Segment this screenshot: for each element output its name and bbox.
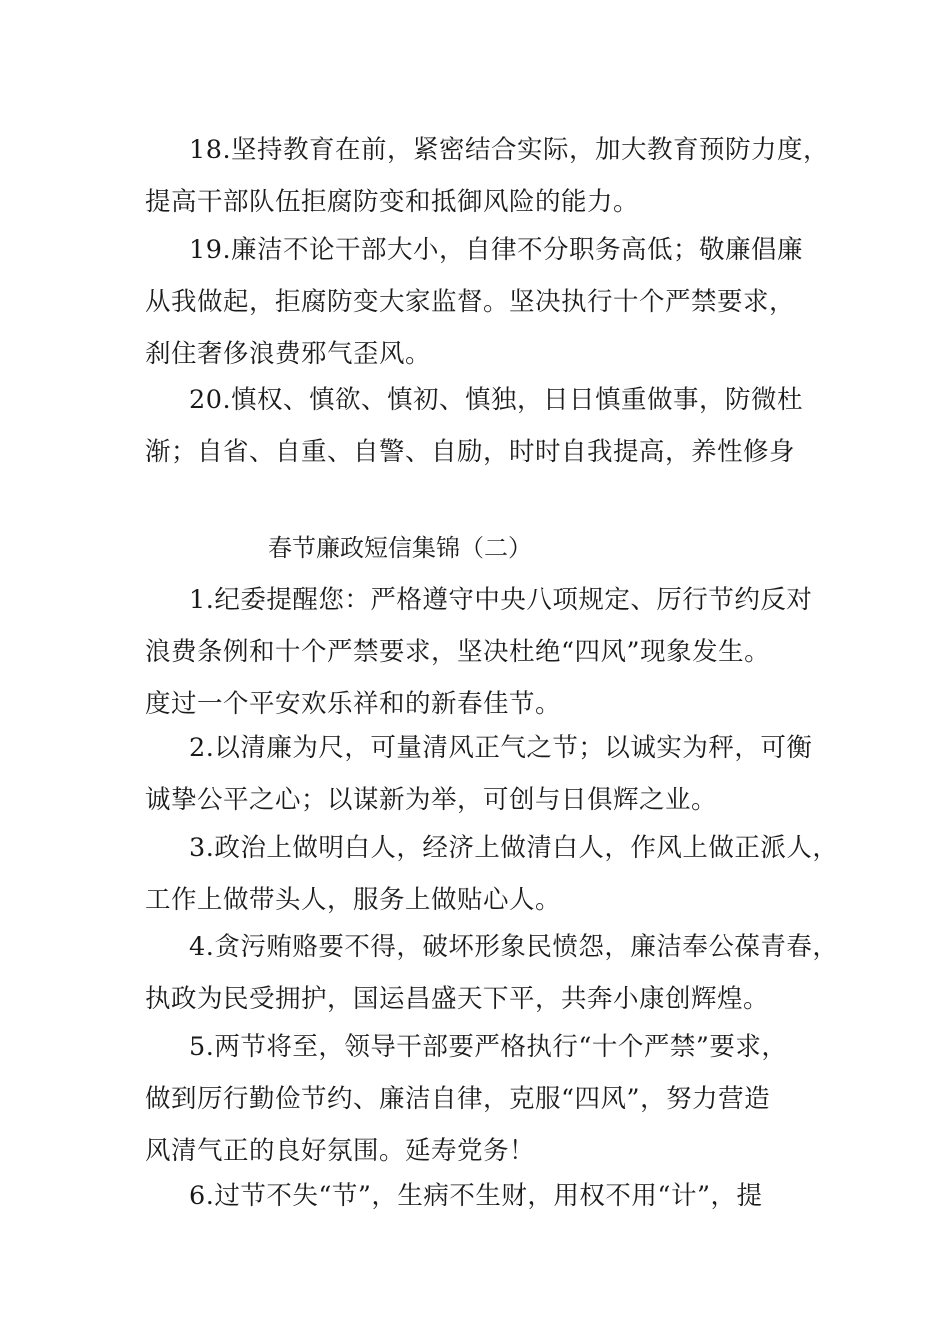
paragraph-5 [145,1021,845,1177]
paragraph-line: 18.坚持教育在前，紧密结合实际，加大教育预防力度， [189,135,830,165]
paragraph-line: 提高干部队伍拒腐防变和抵御风险的能力。 [145,187,640,217]
paragraph-line: 2.以清廉为尺，可量清风正气之节；以诚实为秤，可衡 [189,733,813,763]
paragraph-3 [145,822,845,926]
paragraph-line: 工作上做带头人，服务上做贴心人。 [145,885,562,915]
paragraph-2 [145,722,845,826]
paragraph-line: 从我做起，拒腐防变大家监督。坚决执行十个严禁要求， [145,287,796,317]
paragraph-line: 执政为民受拥护，国运昌盛天下平，共奔小康创辉煌。 [145,984,770,1014]
section-title: 春节廉政短信集锦（二） [268,534,532,562]
paragraph-line: 浪费条例和十个严禁要求，坚决杜绝“四风”现象发生。 [145,637,771,667]
paragraph-line: 做到厉行勤俭节约、廉洁自律，克服“四风”，努力营造 [145,1084,771,1114]
paragraph-6 [145,1170,845,1222]
paragraph-line: 渐；自省、自重、自警、自励，时时自我提高，养性修身 [145,437,796,467]
paragraph-18 [145,124,845,228]
paragraph-line: 4.贪污贿赂要不得，破坏形象民愤怨，廉洁奉公葆青春， [189,932,839,962]
paragraph-line: 20.慎权、慎欲、慎初、慎独，日日慎重做事，防微杜 [189,385,804,415]
paragraph-line: 19.廉洁不论干部大小，自律不分职务高低；敬廉倡廉 [189,235,804,265]
paragraph-line: 1.纪委提醒您：严格遵守中央八项规定、厉行节约反对 [189,585,813,615]
paragraph-line: 刹住奢侈浪费邪气歪风。 [145,339,432,369]
paragraph-line: 3.政治上做明白人，经济上做清白人，作风上做正派人， [189,833,839,863]
paragraph-19 [145,224,845,380]
paragraph-line: 度过一个平安欢乐祥和的新春佳节。 [145,689,562,719]
paragraph-4 [145,921,845,1025]
paragraph-1 [145,574,845,730]
paragraph-line: 诚挚公平之心；以谋新为举，可创与日俱辉之业。 [145,785,718,815]
paragraph-line: 风清气正的良好氛围。延寿党务！ [145,1136,536,1166]
paragraph-20 [145,374,845,478]
paragraph-line: 6.过节不失“节”，生病不生财，用权不用“计”，提 [189,1181,763,1211]
paragraph-line: 5.两节将至，领导干部要严格执行“十个严禁”要求， [189,1032,788,1062]
